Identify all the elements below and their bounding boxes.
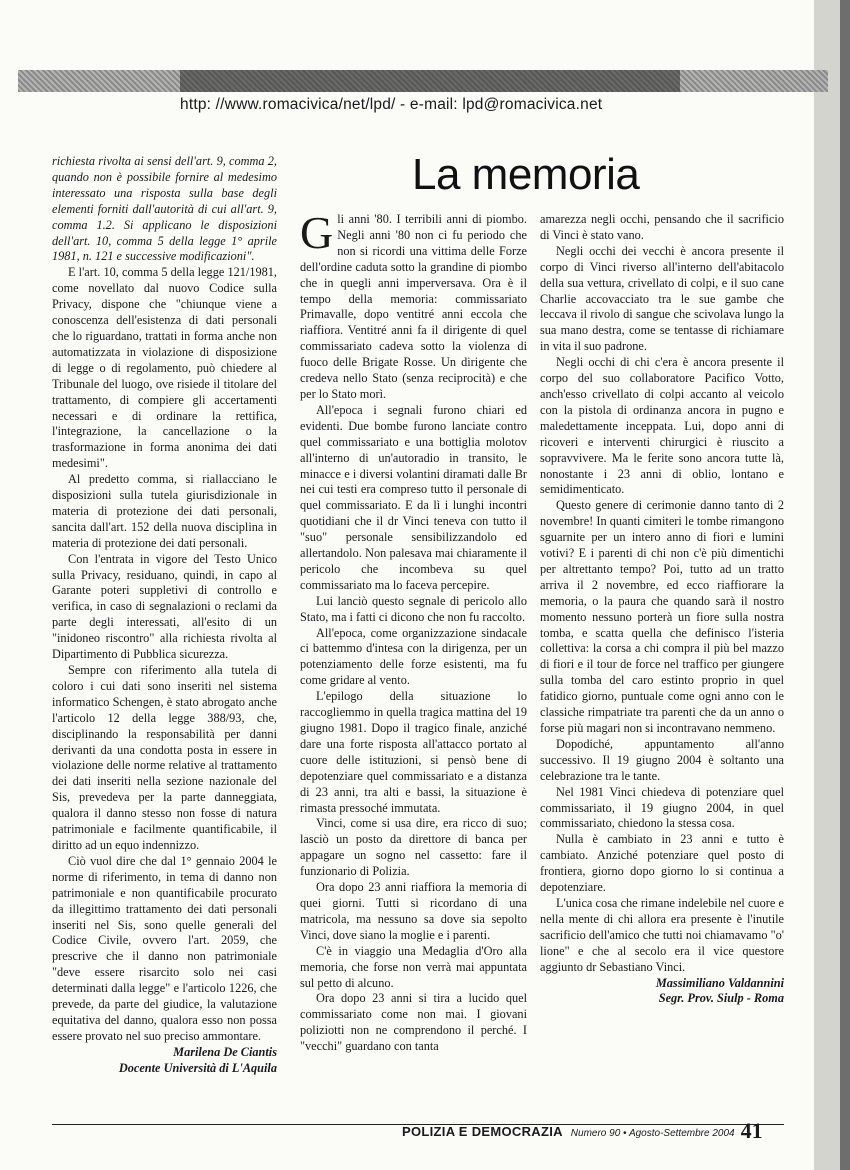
page-number: 41 — [740, 1118, 763, 1143]
paragraph: Ora dopo 23 anni si tira a lucido quel commissariato come non mai. I giovani poliziotti non ne comprendono il perché. I "vecchi" guardano con tanta — [300, 991, 527, 1054]
paragraph: Lui lanciò questo segnale di pericolo allo Stato, ma i fatti ci dicono che non fu raccolto. — [300, 593, 527, 624]
column-right — [540, 212, 784, 1007]
paragraph: Al predetto comma, si riallacciano le disposizioni sulla tutela giurisdizionale in materia di protezione dei dati personali, sancita dall'art. 152 della nuova disciplina in materia di protezione dei dati personali. — [52, 472, 277, 550]
paragraph: Dopodiché, appuntamento all'anno successivo. Il 19 giugno 2004 è soltanto una celebrazione tra le tante. — [540, 736, 784, 783]
article-title: La memoria — [412, 150, 640, 199]
paragraph: Sempre con riferimento alla tutela di coloro i cui dati sono inseriti nel sistema informatico Schengen, è stato abrogato anche l'articolo 12 della legge 388/93, che, disciplinando la responsabilità per danni derivanti da una condotta posta in essere in violazione delle norme relative al trattamento dei dati inseriti nella sezione nazionale del Sis, prevedeva per la parte danneggiata, qualora il danno stesso non fosse di natura patrimoniale e facilmente quantificabile, il diritto ad un equo indennizzo. — [52, 663, 277, 852]
paragraph: E l'art. 10, comma 5 della legge 121/1981, come novellato dal nuovo Codice sulla Privacy, dispone che "chiunque viene a conoscenza dell'esistenza di dati personali che lo riguardano, trattati in forma anche non automatizzata in violazione di disposizione di legge o di regolamento, può chiedere al Tribunale del luogo, ove risiede il titolare del trattamento, di compiere gli accertamenti necessari e di ordinare la rettifica, l'integrazione, la cancellazione o la trasformazione in forma anonima dei dati medesimi". — [52, 265, 277, 471]
paragraph: Vinci, come si usa dire, era ricco di suo; lasciò un posto da direttore di banca per appagare un sogno nel cassetto: fare il funzionario di Polizia. — [300, 816, 527, 879]
footer — [402, 1118, 763, 1144]
paragraph: C'è in viaggio una Medaglia d'Oro alla memoria, che forse non verrà mai appuntata sul petto di alcuno. — [300, 943, 527, 990]
paragraph: Con l'entrata in vigore del Testo Unico sulla Privacy, residuano, quindi, in capo al Garante poteri suppletivi di controllo e verifica, in caso di segnalazioni o reclami da parte degli interessati, all'esito di un "inidoneo riscontro" alla richiesta rivolta al Dipartimento di Pubblica sicurezza. — [52, 551, 277, 662]
magazine-name: POLIZIA E DEMOCRAZIA — [402, 1124, 563, 1139]
paragraph: Negli occhi dei vecchi è ancora presente il corpo di Vinci riverso all'interno dell'abitacolo della sua vettura, crivellato di colpi, e il suo cane Charlie accovacciato tra le sue gambe che leccava il rivolo di sangue che scivolava lungo la sua mano destra, come se tentasse di richiamare in vita il suo padrone. — [540, 243, 784, 354]
paragraph: Negli occhi di chi c'era è ancora presente il corpo del suo collaboratore Pacifico Votto, anch'esso crivellato di colpi accanto al veicolo con la pistola di ordinanza ancora in pugno e maledettamente inceppata. Lui, dopo anni di ricoveri e interventi chirurgici è riuscito a sopravvivere. Ma le ferite sono ancora tutte là, nonostante i 23 anni di oblio, lontano e semidimenticato. — [540, 355, 784, 497]
page-edge — [840, 0, 850, 1170]
paragraph: L'unica cosa che rimane indelebile nel cuore e nella mente di chi allora era presente è l'inutile sacrificio dell'amico che tutti noi chiamavamo "o' lione" e che al secolo era il vice questore aggiunto dr Sebastiano Vinci. — [540, 895, 784, 974]
author-name: Marilena De Ciantis — [173, 1044, 277, 1059]
paragraph — [300, 207, 527, 403]
drop-cap: G — [300, 207, 334, 258]
paragraph: All'epoca, come organizzazione sindacale ci battemmo d'intesa con la dirigenza, per un potenziamento delle forze esistenti, ma fu come gridare al vento. — [300, 625, 527, 688]
paragraph: Ciò vuol dire che dal 1° gennaio 2004 le norme di riferimento, in tema di danno non patrimoniale e non quantificabile procurato da illegittimo trattamento dei dati personali inseriti nel Sis, sono quelle generali del Codice Civile, ovvero l'art. 2059, che prescrive che il danno non patrimoniale "deve essere risarcito solo nei casi determinati dalla legge" e l'articolo 1226, che prevede, da parte del giudice, la valutazione equitativa del danno, qualora esso non possa essere provato nel suo preciso ammontare. — [52, 853, 277, 1043]
paragraph: Ora dopo 23 anni riaffiora la memoria di quei giorni. Tutti si ricordano di una matricola, ma nessuno sa dove sia sepolto Vinci, dove siano la moglie e i parenti. — [300, 880, 527, 942]
header-bar-shade — [180, 70, 680, 92]
author-role: Docente Università di L'Aquila — [118, 1060, 277, 1075]
issue-info: Numero 90 • Agosto-Settembre 2004 — [570, 1128, 735, 1139]
paragraph: All'epoca i segnali furono chiari ed evidenti. Due bombe furono lanciate contro quel commissariato e una bottiglia molotov all'interno di un'autoradio in transito, le minacce e i diversi volantini diramati dalle Br nei cui testi era compreso tutto il personale di quel commissariato. E da lì i lunghi incontri quotidiani che il dr Vinci teneva con tutto il "suo" personale sensibilizzandolo ed allertandolo. Non palesava mai chiaramente il pericolo che incombeva su quel commissariato ma lo faceva percepire. — [300, 402, 527, 592]
paragraph: Nulla è cambiato in 23 anni e tutto è cambiato. Anziché potenziare quel posto di frontiera, giorno dopo giorno lo si continua a depotenziare. — [540, 832, 784, 895]
paragraph-text: li anni '80. I terribili anni di piombo. Negli anni '80 non ci fu periodo che non si ricordi una vittima delle Forze dell'ordine caduta sotto la grandine di piombo che in quegli anni imperversava. Ora è il tempo della memoria: commissariato Primavalle, dopo ventitré anni eccola che riaffiora. Ventitré anni fa il dirigente di quel commissariato cadeva sotto la violenza di fuoco delle Brigate Rosse. Un dirigente che credeva nello Stato (senza reciprocità) e che per lo Stato morì. — [300, 212, 527, 401]
contact-line: http: //www.romacivica/net/lpd/ - e-mail: lpd@romacivica.net — [180, 96, 603, 113]
paragraph: amarezza negli occhi, pensando che il sacrificio di Vinci è stato vano. — [540, 212, 784, 242]
column-middle — [300, 207, 527, 1055]
author-name: Massimiliano Valdannini — [655, 975, 784, 990]
paragraph: richiesta rivolta ai sensi dell'art. 9, comma 2, quando non è possibile fornire al medesimo interessato una risposta sulla base degli elementi forniti dall'autorità di cui all'art. 9, comma 1.2. Si applicano le disposizioni dell'art. 10, comma 5 della legge 1° aprile 1981, n. 121 e successive modificazioni". — [52, 154, 277, 264]
paragraph: Nel 1981 Vinci chiedeva di potenziare quel commissariato, il 19 giugno 2004, in quel commissariato, chiedono la stessa cosa. — [540, 784, 784, 831]
paragraph: Questo genere di cerimonie danno tanto di 2 novembre! In quanti cimiteri le tombe rimangono sguarnite per un intero anno di fiori e lumini votivi? E i parenti di chi non c'è più dimentichi per altrettanto tempo? Poi, tutto ad un tratto arriva il 2 novembre, ed ecco riaffiorare la memoria, o la paura che quando sarà il nostro momento nessuno porterà un fiore sulla nostra tomba, e scatta quella che definisco l'isteria collettiva: la corsa a chi compra il più bel mazzo di fiori e il tour de force nel traffico per giungere sulla tomba del caro estinto proprio in quel fatidico giorno, puntuale come ogni anno con le classiche rimpatriate tra parenti che da un anno o forse più magari non si incontravano nemmeno. — [540, 498, 784, 735]
paragraph: L'epilogo della situazione lo raccogliemmo in quella tragica mattina del 19 giugno 1981. Dopo il tragico finale, anziché dare una forte risposta all'attacco portato al cuore delle istituzioni, si pensò bene di depotenziare quel commissariato e a distanza di 23 anni, tra alti e bassi, la situazione è rimasta pressoché immutata. — [300, 689, 527, 815]
author-role: Segr. Prov. Siulp - Roma — [658, 991, 784, 1006]
column-left — [52, 154, 277, 1077]
